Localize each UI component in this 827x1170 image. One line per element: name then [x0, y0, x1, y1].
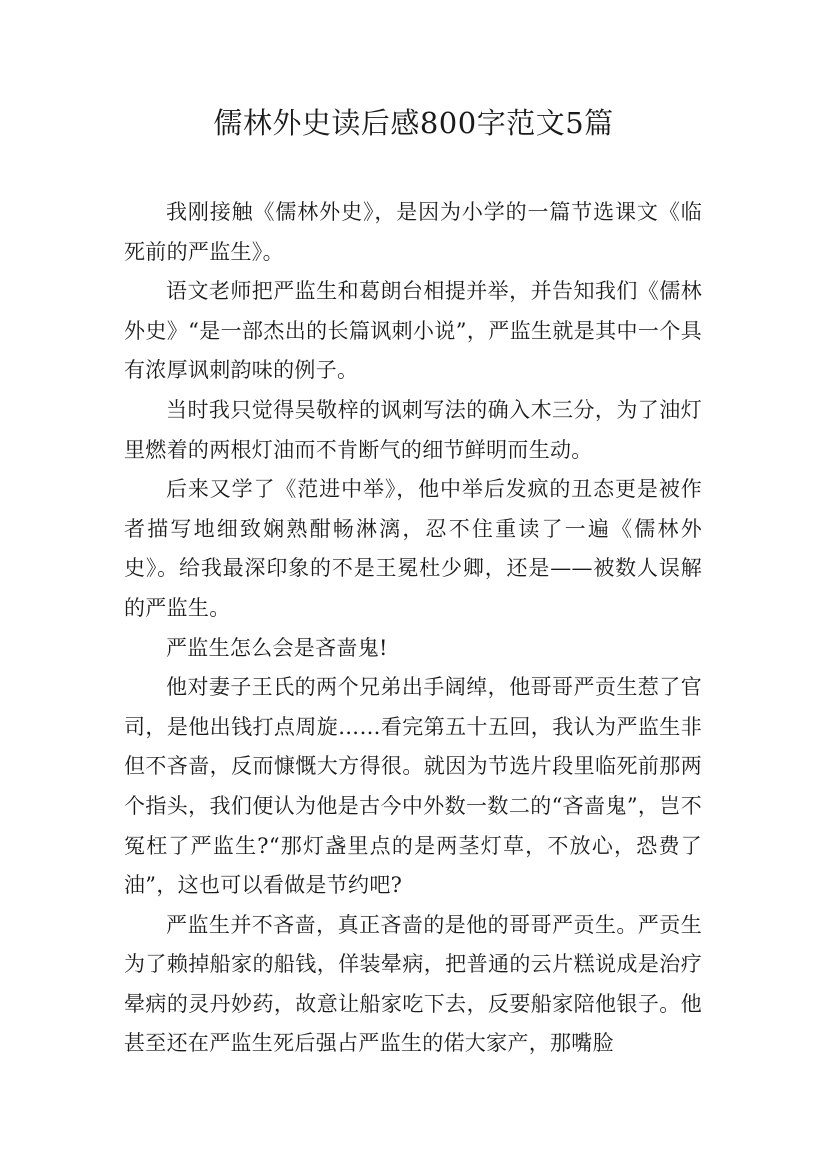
- paragraph: 当时我只觉得吴敬梓的讽刺写法的确入木三分，为了油灯里燃着的两根灯油而不肯断气的细节鲜明而生动。: [124, 397, 702, 462]
- paragraph: 严监生怎么会是吝啬鬼!: [166, 635, 388, 660]
- paragraph: 他对妻子王氏的两个兄弟出手阔绰，他哥哥严贡生惹了官司，是他出钱打点周旋……看完第五十五回，我认为严监生非但不吝啬，反而慷慨大方得很。就因为节选片段里临死前那两个指头，我们便认为他是古今中外数一数二的“吝啬鬼”，岂不冤枉了严监生?“那灯盏里点的是两茎灯草，不放心，恐费了油”，这也可以看做是节约吧?: [124, 675, 702, 898]
- paragraph: 我刚接触《儒林外史》，是因为小学的一篇节选课文《临死前的严监生》。: [124, 200, 702, 264]
- paragraph: 语文老师把严监生和葛朗台相提并举，并告知我们《儒林外史》“是一部杰出的长篇讽刺小说”，严监生就是其中一个具有浓厚讽刺韵味的例子。: [124, 279, 702, 383]
- body-text: [124, 193, 702, 1064]
- paragraph: 严监生并不吝啬，真正吝啬的是他的哥哥严贡生。严贡生为了赖掉船家的船钱，佯装晕病，把普通的云片糕说成是治疗晕病的灵丹妙药，故意让船家吃下去，反要船家陪他银子。他甚至还在严监生死后强占严监生的偌大家产，那嘴脸: [124, 912, 702, 1056]
- paragraph: 后来又学了《范进中举》，他中举后发疯的丑态更是被作者描写地细致娴熟酣畅淋漓，忍不住重读了一遍《儒林外史》。给我最深印象的不是王冕杜少卿，还是——被数人误解的严监生。: [124, 477, 702, 620]
- page-title: 儒林外史读后感800字范文5篇: [213, 106, 614, 140]
